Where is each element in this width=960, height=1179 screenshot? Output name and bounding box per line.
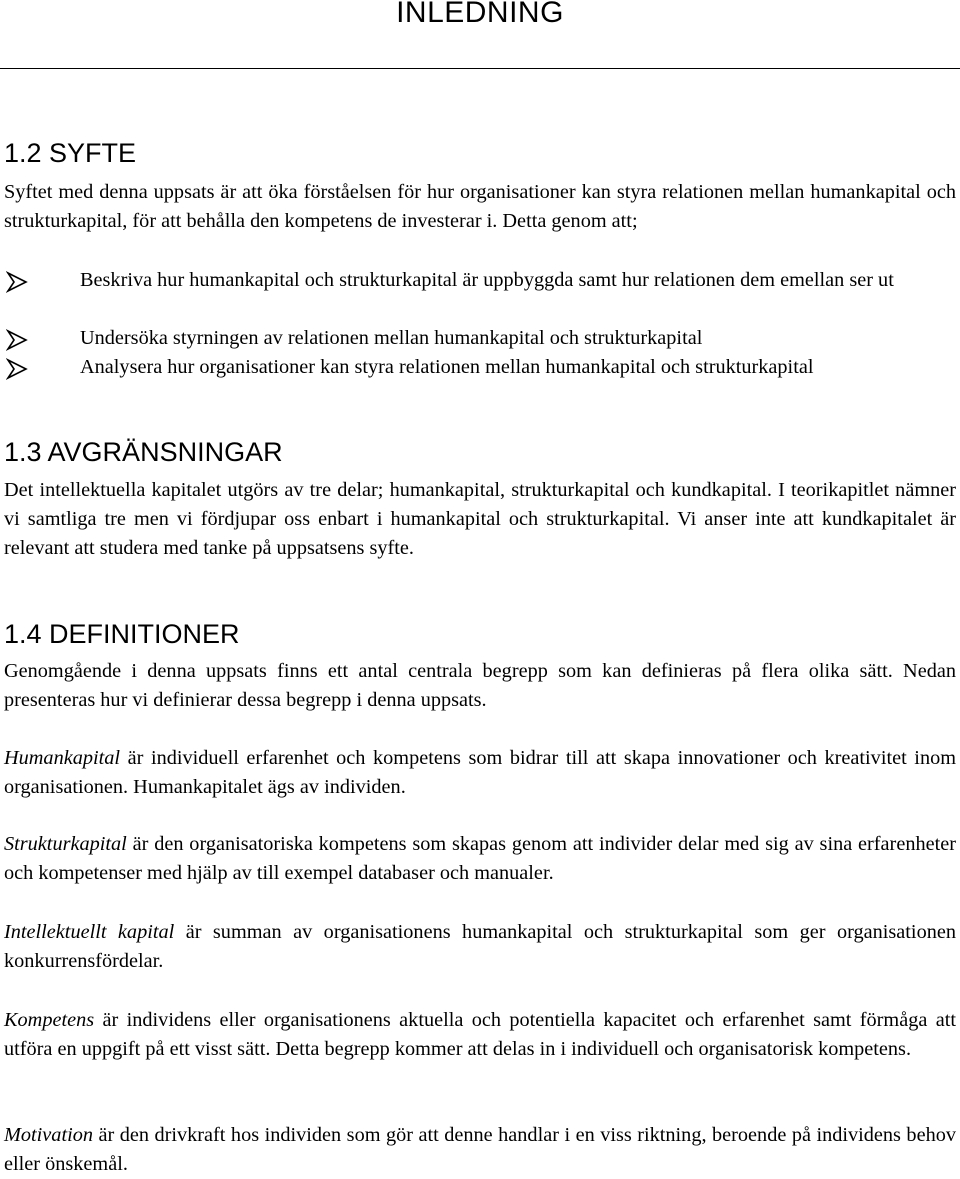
avgransningar-text: Det intellektuella kapitalet utgörs av tre delar; humankapital, strukturkapital och kundkapital. I teorikapitlet nämner vi samtliga tre men vi fördjupar oss enbart i humankapital och strukturkapital. Vi anser inte att kundkapitalet är relevant att studera med tanke på uppsatsens syfte. <box>4 479 956 559</box>
definition-text: är den drivkraft hos individen som gör att denne handlar i en viss riktning, beroende på individens behov eller önskemål. <box>4 1124 956 1175</box>
arrowhead-bullet-icon <box>6 271 28 293</box>
definition-term: Strukturkapital <box>4 833 127 855</box>
running-header: INLEDNING <box>396 0 564 29</box>
header-rule <box>0 68 960 69</box>
heading-syfte: 1.2 SYFTE <box>4 138 137 168</box>
bullet-text: Analysera hur organisationer kan styra relationen mellan humankapital och strukturkapital <box>80 356 814 378</box>
heading-definitioner: 1.4 DEFINITIONER <box>4 619 240 649</box>
arrowhead-bullet-icon <box>6 358 28 380</box>
definition-term: Humankapital <box>4 747 121 769</box>
heading-avgransningar: 1.3 AVGRÄNSNINGAR <box>4 437 283 467</box>
definition-term: Kompetens <box>4 1009 95 1031</box>
definition-paragraph <box>4 830 956 888</box>
definition-paragraph <box>4 918 956 976</box>
definition-paragraph <box>4 744 956 802</box>
arrowhead-bullet-icon <box>6 329 28 351</box>
definitioner-intro: Genomgående i denna uppsats finns ett antal centrala begrepp som kan definieras på flera olika sätt. Nedan presenteras hur vi definierar dessa begrepp i denna uppsats. <box>4 660 956 711</box>
definition-text: är individens eller organisationens aktuella och potentiella kapacitet och erfarenhet samt förmåga att utföra en uppgift på ett visst sätt. Detta begrepp kommer att delas in i individuell och organisatorisk kompetens. <box>4 1009 956 1060</box>
definition-paragraph <box>4 1006 956 1064</box>
definition-text: är summan av organisationens humankapital och strukturkapital som ger organisationen konkurrensfördelar. <box>4 921 956 972</box>
definition-term: Motivation <box>4 1124 93 1146</box>
bullet-text: Undersöka styrningen av relationen mellan humankapital och strukturkapital <box>80 327 703 349</box>
definition-text: är individuell erfarenhet och kompetens som bidrar till att skapa innovationer och kreativitet inom organisationen. Humankapitalet ägs av individen. <box>4 747 956 798</box>
bullet-text: Beskriva hur humankapital och strukturkapital är uppbyggda samt hur relationen dem emellan ser ut <box>80 269 894 291</box>
definition-term: Intellektuellt kapital <box>4 921 175 943</box>
definition-text: är den organisatoriska kompetens som skapas genom att individer delar med sig av sina erfarenheter och kompetenser med hjälp av till exempel databaser och manualer. <box>4 833 956 884</box>
syfte-intro: Syftet med denna uppsats är att öka förståelsen för hur organisationer kan styra relationen mellan humankapital och strukturkapital, för att behålla den kompetens de investerar i. Detta genom att; <box>4 181 956 232</box>
definition-paragraph <box>4 1121 956 1179</box>
